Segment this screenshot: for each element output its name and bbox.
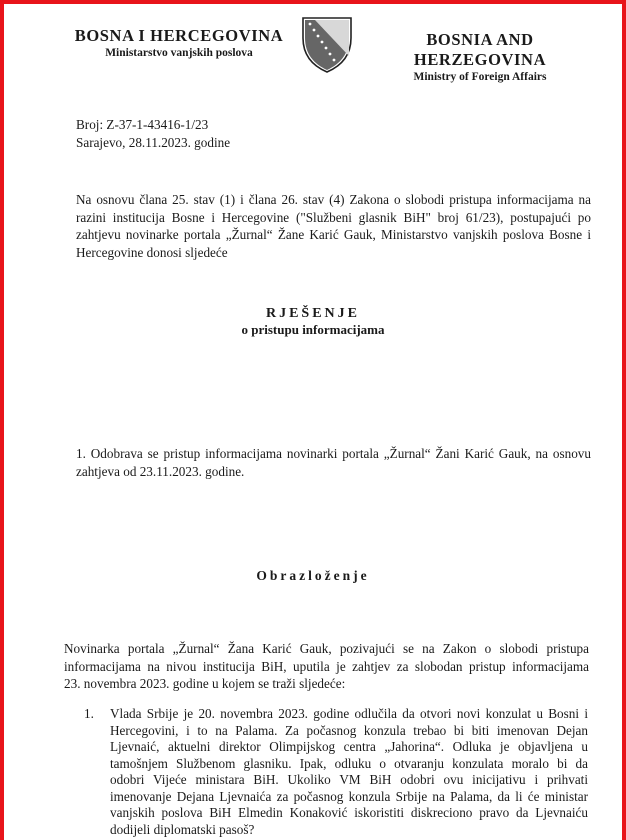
header-right-title: BOSNIA AND HERZEGOVINA <box>413 30 547 69</box>
intro-line: razini institucija Bosne i Hercegovine ("Službeni glasnik BiH" broj 61/23), postupajući po <box>76 209 591 225</box>
header-left <box>64 26 294 59</box>
list-item-number: 1. <box>84 706 94 721</box>
list-item <box>110 706 588 838</box>
header-left-subtitle: Ministarstvo vanjskih poslova <box>105 47 253 59</box>
list-item-line: tamošnjem Službenom glasniku. Ipak, odluku o otvaranju konzulata moralo bi da <box>110 755 588 771</box>
obrazlozenje-title: Obrazloženje <box>256 568 370 583</box>
list-item-line: imenovanje Dejana Ljevnaića za počasnog konzula Srbije na Palama, da li će ministar <box>110 788 588 804</box>
header-right <box>360 30 600 83</box>
reasoning-line: Novinarka portala „Žurnal“ Žana Karić Gauk, pozivajući se na Zakon o slobodi pristupa <box>64 641 589 656</box>
decision-item-1 <box>76 445 591 480</box>
decision-title: RJEŠENJE <box>265 306 361 321</box>
reasoning-line: informacijama na nivou institucija BiH, uputila je zahtjev za slobodan pristup informacijama <box>64 658 589 674</box>
reference-number: Broj: Z-37-1-43416-1/23 <box>76 117 209 132</box>
reasoning-paragraph <box>64 640 589 693</box>
header-left-title: BOSNA I HERCEGOVINA <box>74 26 284 45</box>
list-item-line: dodijeli diplomatski pasoš? <box>110 821 255 837</box>
reasoning-line: 23. novembra 2023. godine u kojem se traži sljedeće: <box>64 676 346 691</box>
document-date: Sarajevo, 28.11.2023. godine <box>76 134 231 150</box>
decision-subtitle: o pristupu informacijama <box>241 322 385 337</box>
document-page <box>4 4 622 840</box>
intro-line: Na osnovu člana 25. stav (1) i člana 26. stav (4) Zakona o slobodi pristupa informacijama na <box>76 192 591 207</box>
intro-paragraph <box>76 191 591 261</box>
list-item-line: vanjskih poslova BiH Elmedin Konaković iskoristiti diskreciono pravo da Ljevnaiću <box>110 805 588 820</box>
coat-of-arms-icon <box>301 16 353 74</box>
list-item-line: odobri Vijeće ministara BiH. Ukoliko VM BiH odobri ovu inicijativu i prihvati <box>110 772 588 787</box>
intro-line: Hercegovine donosi sljedeće <box>76 244 228 260</box>
decision-item-line: zahtjeva od 23.11.2023. godine. <box>76 463 245 479</box>
header-right-subtitle: Ministry of Foreign Affairs <box>413 71 547 83</box>
reference-block <box>76 116 230 151</box>
list-item-line: Hercegovini, i to na Palama. Za počasnog konzula trebao bi biti imenovan Dejan <box>110 722 588 738</box>
decision-item-line: 1. Odobrava se pristup informacijama novinarki portala „Žurnal“ Žani Karić Gauk, na osnovu <box>76 446 591 461</box>
intro-line: zahtjevu novinarke portala „Žurnal“ Žane Karić Gauk, Ministarstvo vanjskih poslova Bosne i <box>76 227 591 242</box>
list-item-line: Ljevnaić, aktuelni direktor Olimpijskog centra „Jahorina“. Odluka je objavljena u <box>110 739 588 754</box>
list-item-line: Vlada Srbije je 20. novembra 2023. godine odlučila da otvori novi konzulat u Bosni i <box>110 706 588 721</box>
